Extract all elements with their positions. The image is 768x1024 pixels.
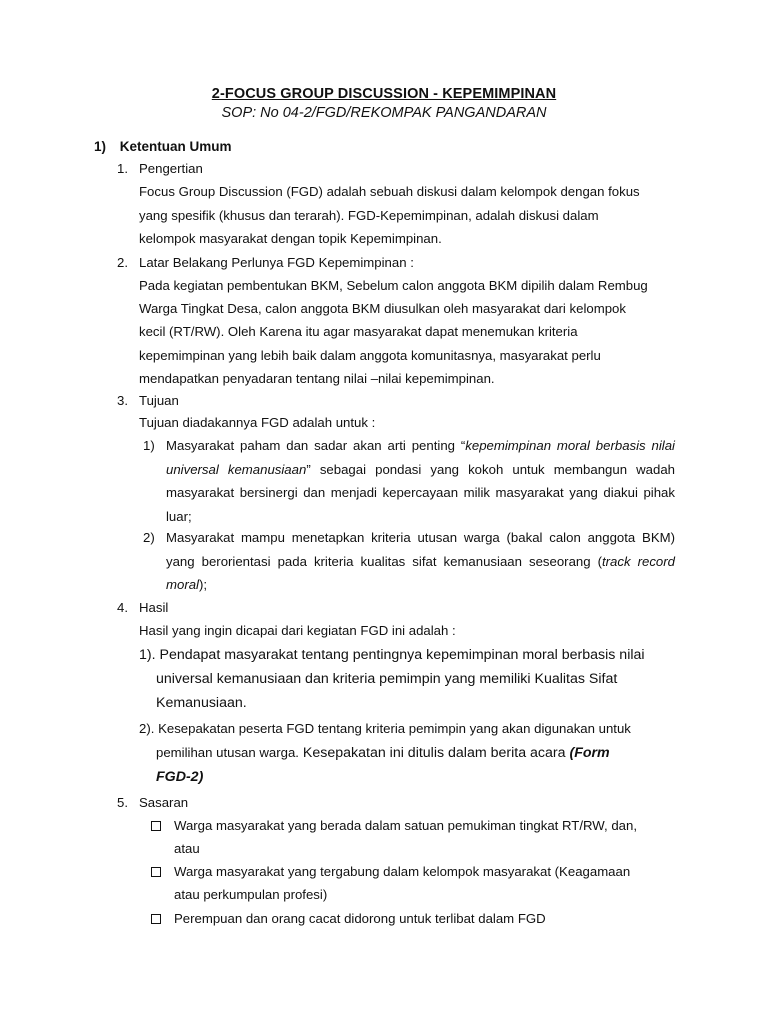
- item-2-heading: Latar Belakang Perlunya FGD Kepemimpinan :: [139, 255, 414, 270]
- result-1-number: 1).: [139, 647, 156, 663]
- item-2-line: kepemimpinan yang lebih baik dalam anggota komunitasnya, masyarakat perlu: [139, 348, 601, 363]
- result-2-number: 2).: [139, 721, 155, 736]
- section-heading: [94, 135, 232, 159]
- item-3-number: 3.: [117, 393, 128, 408]
- target-item-text: Warga masyarakat yang tergabung dalam kelompok masyarakat (Keagamaan: [174, 864, 631, 879]
- result-2-text: Kesepakatan peserta FGD tentang kriteria pemimpin yang akan digunakan untuk: [158, 721, 631, 736]
- result-2-line: [156, 741, 610, 765]
- item-5-number: 5.: [117, 795, 128, 810]
- goal-2-text-pre: Masyarakat mampu menetapkan kriteria utusan warga (bakal calon anggota BKM) yang berorientasi pada kriteria kualitas sifat kemanusiaan seseorang (: [166, 530, 675, 569]
- item-4-heading: Hasil: [139, 600, 169, 615]
- goal-1-text: [166, 434, 675, 528]
- target-item-text: atau perkumpulan profesi): [174, 887, 328, 902]
- result-1-text: Pendapat masyarakat tentang pentingnya kepemimpinan moral berbasis nilai: [159, 647, 645, 663]
- goal-1-text-post: ” sebagai pondasi yang kokoh untuk membangun wadah masyarakat bersinergi dan menjadi kepercayaan milik masyarakat yang diakui pihak luar;: [166, 461, 675, 524]
- goal-1-text-italic: kepemimpinan moral berbasis nilai universal kemanusiaan: [166, 438, 675, 477]
- checkbox-icon: [151, 867, 161, 877]
- item-4-number: 4.: [117, 600, 128, 615]
- checkbox-icon: [151, 821, 161, 831]
- goal-1-number: 1): [143, 438, 155, 453]
- target-item-text: Perempuan dan orang cacat didorong untuk terlibat dalam FGD: [174, 911, 546, 926]
- result-1-line: Kemanusiaan.: [156, 695, 247, 711]
- item-1-number: 1.: [117, 161, 128, 176]
- target-item: [151, 907, 161, 931]
- item-4-intro: Hasil yang ingin dicapai dari kegiatan FGD ini adalah :: [139, 623, 456, 638]
- result-2-line: [139, 717, 631, 741]
- item-2-number: 2.: [117, 255, 128, 270]
- result-1-line: universal kemanusiaan dan kriteria pemimpin yang memiliki Kualitas Sifat: [156, 671, 618, 687]
- item-5-heading: Sasaran: [139, 795, 189, 810]
- item-1-line: yang spesifik (khusus dan terarah). FGD-Kepemimpinan, adalah diskusi dalam: [139, 208, 599, 223]
- goal-1-text-pre: Masyarakat paham dan sadar akan arti penting “: [166, 438, 466, 453]
- goal-2-text-italic: track record moral: [166, 553, 675, 592]
- result-1-line: [139, 643, 645, 667]
- result-2-form-ref: (Form: [569, 745, 610, 761]
- checkbox-icon: [151, 914, 161, 924]
- item-3-intro: Tujuan diadakannya FGD adalah untuk :: [139, 415, 376, 430]
- target-item: [151, 814, 161, 838]
- goal-2-number: 2): [143, 530, 155, 545]
- result-2-text: pemilihan utusan warga.: [156, 745, 299, 760]
- result-2-form-ref: FGD-2): [156, 769, 204, 785]
- section-number: 1): [94, 139, 107, 154]
- goal-2-text: [166, 526, 675, 597]
- item-2-line: Warga Tingkat Desa, calon anggota BKM diusulkan oleh masyarakat dari kelompok: [139, 301, 626, 316]
- item-2-line: kecil (RT/RW). Oleh Karena itu agar masyarakat dapat menemukan kriteria: [139, 324, 578, 339]
- goal-2-text-post: );: [198, 577, 208, 592]
- target-item: [151, 860, 161, 884]
- item-1-heading: Pengertian: [139, 161, 203, 176]
- section-label: Ketentuan Umum: [119, 139, 232, 154]
- item-1-line: Focus Group Discussion (FGD) adalah sebuah diskusi dalam kelompok dengan fokus: [139, 184, 640, 199]
- document-subtitle: SOP: No 04-2/FGD/REKOMPAK PANGANDARAN: [221, 105, 547, 121]
- target-item-text: atau: [174, 841, 200, 856]
- item-2-line: mendapatkan penyadaran tentang nilai –nilai kepemimpinan.: [139, 371, 495, 386]
- result-2-text: Kesepakatan ini ditulis dalam berita acara: [298, 745, 570, 761]
- document-title: 2-FOCUS GROUP DISCUSSION - KEPEMIMPINAN: [211, 86, 557, 102]
- target-item-text: Warga masyarakat yang berada dalam satuan pemukiman tingkat RT/RW, dan,: [174, 818, 638, 833]
- item-3-heading: Tujuan: [139, 393, 179, 408]
- item-1-line: kelompok masyarakat dengan topik Kepemimpinan.: [139, 231, 442, 246]
- item-2-line: Pada kegiatan pembentukan BKM, Sebelum calon anggota BKM dipilih dalam Rembug: [139, 278, 648, 293]
